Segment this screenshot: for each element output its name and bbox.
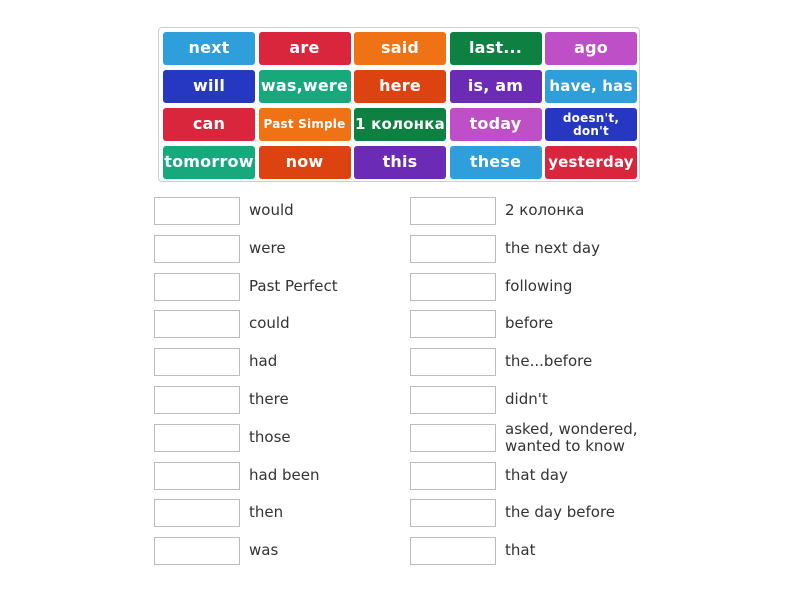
answer-drop-slot[interactable] bbox=[410, 197, 496, 225]
target-label: asked, wondered, wanted to know bbox=[505, 420, 638, 455]
target-label: was bbox=[249, 541, 279, 559]
answer-drop-slot[interactable] bbox=[410, 424, 496, 452]
target-label: then bbox=[249, 503, 284, 521]
target-label: had bbox=[249, 352, 278, 370]
target-label: that day bbox=[505, 466, 568, 484]
answer-drop-slot[interactable] bbox=[154, 273, 240, 301]
answer-drop-slot[interactable] bbox=[410, 348, 496, 376]
target-label: the...before bbox=[505, 352, 593, 370]
answer-drop-slot[interactable] bbox=[410, 537, 496, 565]
word-tile[interactable]: was,were bbox=[259, 70, 351, 103]
word-tile[interactable]: next bbox=[163, 32, 255, 65]
word-tile[interactable]: can bbox=[163, 108, 255, 141]
word-tile[interactable]: said bbox=[354, 32, 446, 65]
word-tile[interactable]: have, has bbox=[545, 70, 637, 103]
target-label: there bbox=[249, 390, 289, 408]
answer-drop-slot[interactable] bbox=[410, 386, 496, 414]
target-label: that bbox=[505, 541, 536, 559]
word-tile[interactable]: this bbox=[354, 146, 446, 179]
word-tile[interactable]: these bbox=[450, 146, 542, 179]
answer-drop-slot[interactable] bbox=[154, 386, 240, 414]
answer-drop-slot[interactable] bbox=[410, 462, 496, 490]
word-tile[interactable]: will bbox=[163, 70, 255, 103]
target-label: Past Perfect bbox=[249, 277, 338, 295]
target-label: the day before bbox=[505, 503, 616, 521]
word-tile[interactable]: doesn't, don't bbox=[545, 108, 637, 141]
word-tile[interactable]: are bbox=[259, 32, 351, 65]
target-label: were bbox=[249, 239, 286, 257]
word-tile[interactable]: ago bbox=[545, 32, 637, 65]
word-tile[interactable]: is, am bbox=[450, 70, 542, 103]
target-label: had been bbox=[249, 466, 320, 484]
answer-drop-slot[interactable] bbox=[410, 273, 496, 301]
word-tile[interactable]: last... bbox=[450, 32, 542, 65]
answer-drop-slot[interactable] bbox=[154, 197, 240, 225]
answer-drop-slot[interactable] bbox=[410, 235, 496, 263]
target-label: could bbox=[249, 314, 290, 332]
word-tile[interactable]: tomorrow bbox=[163, 146, 255, 179]
answer-drop-slot[interactable] bbox=[154, 537, 240, 565]
word-tile[interactable]: here bbox=[354, 70, 446, 103]
answer-drop-slot[interactable] bbox=[410, 499, 496, 527]
answer-drop-slot[interactable] bbox=[154, 499, 240, 527]
target-label: 2 колонка bbox=[505, 201, 585, 219]
tile-bank bbox=[158, 27, 640, 182]
answer-drop-slot[interactable] bbox=[410, 310, 496, 338]
word-tile[interactable]: Past Simple bbox=[259, 108, 351, 141]
answer-drop-slot[interactable] bbox=[154, 462, 240, 490]
target-label: didn't bbox=[505, 390, 548, 408]
answer-drop-slot[interactable] bbox=[154, 348, 240, 376]
answer-drop-slot[interactable] bbox=[154, 310, 240, 338]
target-label: following bbox=[505, 277, 573, 295]
target-label: those bbox=[249, 428, 291, 446]
target-label: the next day bbox=[505, 239, 600, 257]
word-tile[interactable]: yesterday bbox=[545, 146, 637, 179]
answer-drop-slot[interactable] bbox=[154, 235, 240, 263]
word-tile[interactable]: today bbox=[450, 108, 542, 141]
answer-drop-slot[interactable] bbox=[154, 424, 240, 452]
target-label: would bbox=[249, 201, 294, 219]
word-tile[interactable]: 1 колонка bbox=[354, 108, 446, 141]
target-label: before bbox=[505, 314, 554, 332]
word-tile[interactable]: now bbox=[259, 146, 351, 179]
